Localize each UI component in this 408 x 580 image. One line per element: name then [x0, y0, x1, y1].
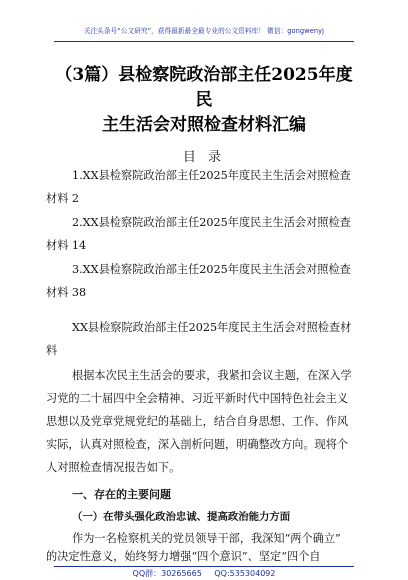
document-title: [54, 63, 354, 138]
subsection-heading: （一）在带头强化政治忠诚、提高政治能力方面: [72, 511, 291, 523]
header-banner: 关注头条号“公文研究”，获得最新最全最专业的公文资料库！ 微信：gongwenyj: [83, 27, 325, 35]
title-line-2: 主生活会对照检查材料汇编: [102, 115, 306, 135]
toc-heading: 目 录: [182, 150, 226, 165]
title-line-1: （3篇）县检察院政治部主任2025年度民: [55, 65, 353, 110]
intro-line-2: 习党的二十届四中全会精神、习近平新时代中国特色社会主义: [46, 392, 349, 405]
intro-line-4: 实际，认真对照检查，深入剖析问题，明确整改方向。现将个: [46, 438, 349, 451]
para-line-2: 的决定性意义，始终努力增强“四个意识”、坚定“四个自: [46, 550, 321, 563]
toc-entry-2: 2.XX县检察院政治部主任2025年度民主生活会对照检查: [72, 216, 351, 229]
para-line-1: 作为一名检察机关的党员领导干部，我深知“两个确立”: [72, 532, 341, 545]
intro-line-1: 根据本次民主生活会的要求，我紧扣会议主题，在深入学: [72, 369, 352, 382]
footer-divider: [54, 566, 354, 567]
footer-qq-group: QQ群：30265665: [132, 569, 202, 578]
subtitle-line-1: XX县检察院政治部主任2025年度民主生活会对照检查材: [72, 321, 352, 334]
footer-qq: QQ:535304092: [214, 569, 276, 578]
toc-entry-1-page: 材料 2: [46, 192, 80, 205]
section-heading: 一、存在的主要问题: [72, 488, 171, 501]
subtitle-line-2: 料: [46, 344, 58, 357]
toc-entry-1: 1.XX县检察院政治部主任2025年度民主生活会对照检查: [72, 169, 351, 182]
intro-line-5: 人对照检查情况报告如下。: [46, 461, 181, 474]
toc-entry-3: 3.XX县检察院政治部主任2025年度民主生活会对照检查: [72, 263, 351, 276]
toc-entry-2-page: 材料 14: [46, 239, 87, 252]
intro-line-3: 思想以及党章党规党纪的基础上，结合自身思想、工作、作风: [46, 415, 349, 428]
footer: [0, 568, 408, 579]
header-divider: [54, 41, 354, 42]
toc-entry-3-page: 材料 38: [46, 286, 87, 299]
